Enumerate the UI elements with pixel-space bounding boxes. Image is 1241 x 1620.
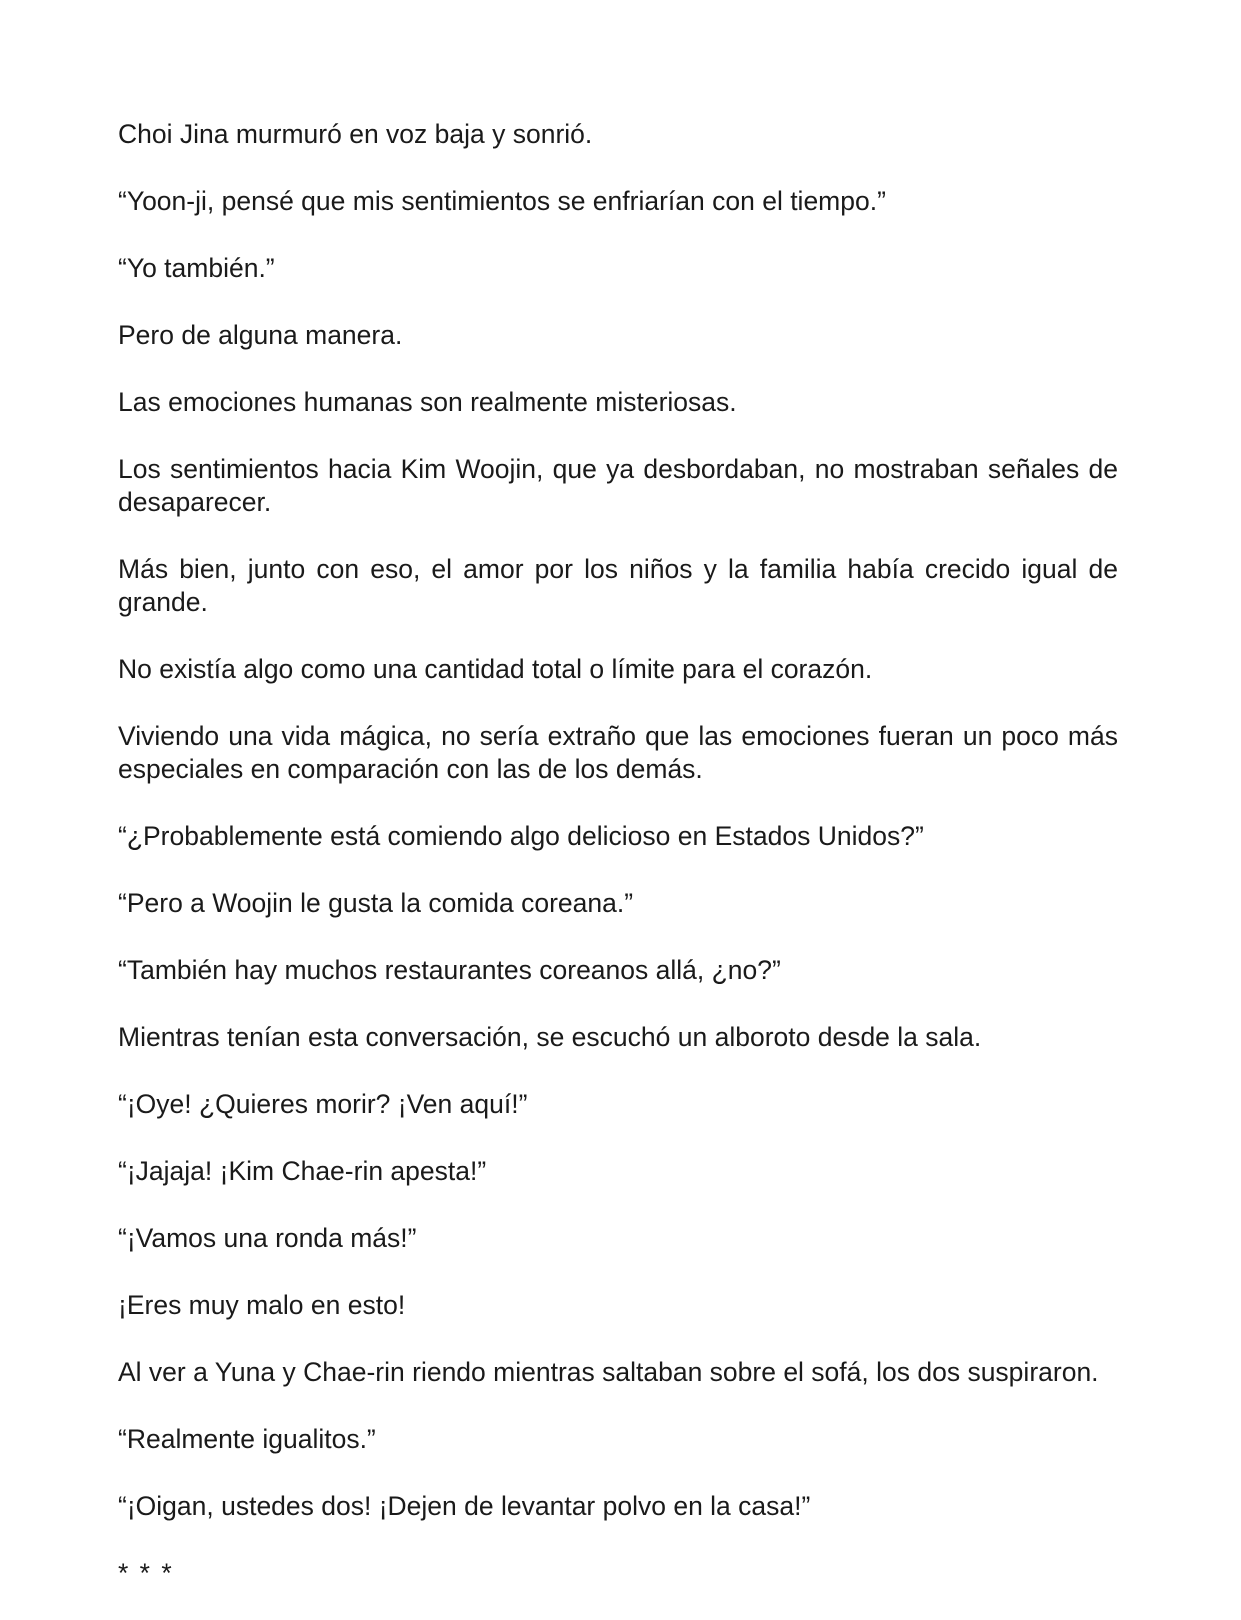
paragraph: Pero de alguna manera. bbox=[118, 320, 403, 350]
paragraph: “¡Jajaja! ¡Kim Chae-rin apesta!” bbox=[118, 1156, 487, 1186]
paragraph: “¡Oigan, ustedes dos! ¡Dejen de levantar polvo en la casa!” bbox=[118, 1491, 811, 1521]
paragraph: Viviendo una vida mágica, no sería extraño que las emociones fueran un poco más especiales en comparación con las de los demás. bbox=[118, 721, 1118, 784]
paragraph: “¡Vamos una ronda más!” bbox=[118, 1223, 417, 1253]
paragraph: Las emociones humanas son realmente misteriosas. bbox=[118, 387, 737, 417]
paragraph: ¡Eres muy malo en esto! bbox=[118, 1290, 406, 1320]
paragraph: “Pero a Woojin le gusta la comida coreana.” bbox=[118, 888, 634, 918]
document-page bbox=[118, 118, 1118, 1590]
paragraph: Más bien, junto con eso, el amor por los niños y la familia había crecido igual de grande. bbox=[118, 554, 1118, 617]
paragraph: “Yo también.” bbox=[118, 253, 275, 283]
paragraph: “Yoon-ji, pensé que mis sentimientos se enfriarían con el tiempo.” bbox=[118, 186, 886, 216]
scene-separator: * * * bbox=[118, 1558, 174, 1588]
paragraph: Mientras tenían esta conversación, se escuchó un alboroto desde la sala. bbox=[118, 1022, 982, 1052]
paragraph: “¿Probablemente está comiendo algo delicioso en Estados Unidos?” bbox=[118, 821, 924, 851]
paragraph: Los sentimientos hacia Kim Woojin, que ya desbordaban, no mostraban señales de desaparecer. bbox=[118, 454, 1118, 517]
paragraph: “¡Oye! ¿Quieres morir? ¡Ven aquí!” bbox=[118, 1089, 528, 1119]
paragraph: No existía algo como una cantidad total o límite para el corazón. bbox=[118, 654, 873, 684]
paragraph: “Realmente igualitos.” bbox=[118, 1424, 376, 1454]
paragraph: Al ver a Yuna y Chae-rin riendo mientras saltaban sobre el sofá, los dos suspiraron. bbox=[118, 1357, 1099, 1387]
paragraph: “También hay muchos restaurantes coreanos allá, ¿no?” bbox=[118, 955, 781, 985]
paragraph: Choi Jina murmuró en voz baja y sonrió. bbox=[118, 119, 593, 149]
